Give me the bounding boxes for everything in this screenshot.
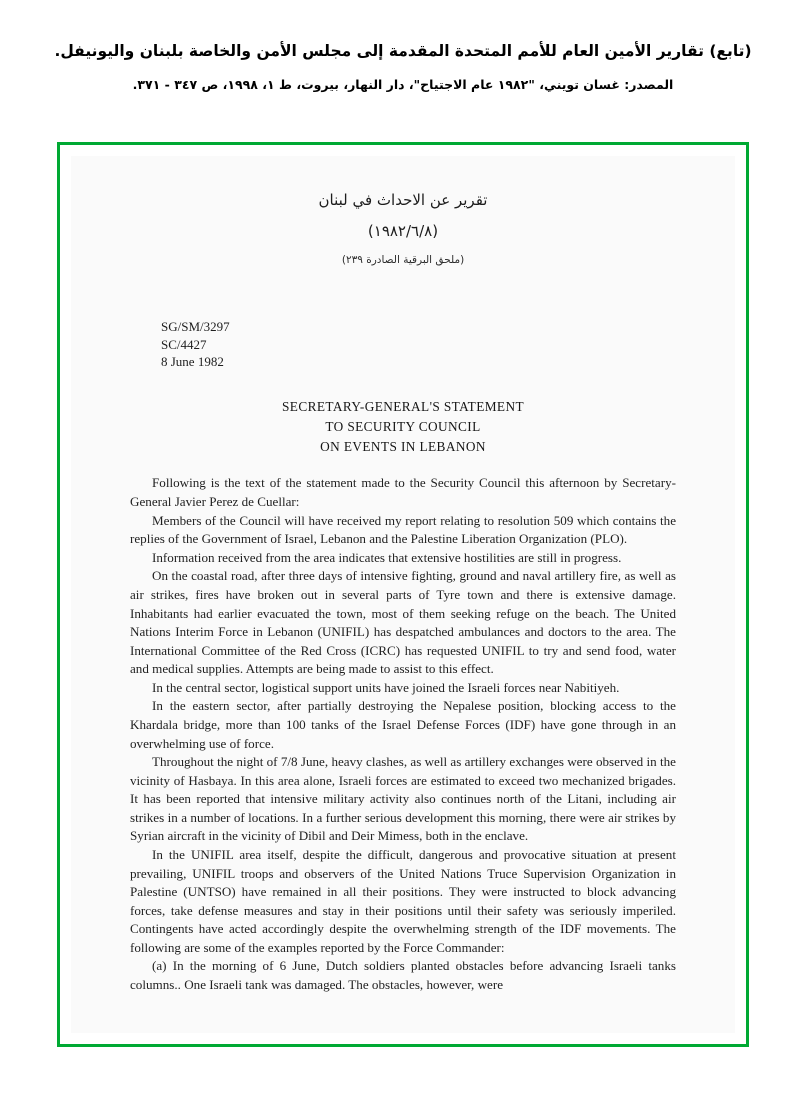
statement-title-line-3: ON EVENTS IN LEBANON [320, 438, 486, 454]
doc-ref-symbol: SG/SM/3297 [161, 319, 230, 334]
scanned-document-frame [57, 142, 749, 1047]
statement-body [130, 474, 676, 994]
paragraph: Members of the Council will have received my report relating to resolution 509 which contains the replies of the Government of Israel, Lebanon and the Palestine Liberation Organization (PLO). [130, 512, 676, 547]
paragraph: Following is the text of the statement made to the Security Council this afternoon by Secretary-General Javier Perez de Cuellar: [130, 475, 676, 510]
paragraph: Information received from the area indicates that extensive hostilities are still in progress. [152, 549, 622, 565]
doc-ref-date: 8 June 1982 [161, 354, 224, 370]
statement-title [71, 397, 735, 457]
scanned-document-content [71, 156, 735, 1033]
source-citation: المصدر: غسان تويني، "١٩٨٢ عام الاجتياح"، دار النهار، بيروت، ط ١، ١٩٩٨، ص ٣٤٧ - ٣٧١. [132, 77, 674, 93]
doc-ref-council: SC/4427 [161, 336, 207, 352]
paragraph: In the eastern sector, after partially destroying the Nepalese position, blocking access to the Khardala bridge, more than 100 tanks of the Israel Defense Forces (IDF) have gone through in an overwhelming use of force. [130, 698, 676, 751]
statement-title-line-2: TO SECURITY COUNCIL [325, 418, 481, 434]
scan-arabic-note: (ملحق البرقية الصادرة ٢٣٩) [341, 254, 465, 266]
paragraph: On the coastal road, after three days of intensive fighting, ground and naval artillery fire, as well as air strikes, fires have broken out in several parts of Tyre town and there is extensive damage. Inhabitants had earlier evacuated the town, most of them seeking refuge on the beach. The United Nations Interim Force in Lebanon (UNIFIL) has despatched ambulances and doctors to the area. The International Committee of the Red Cross (ICRC) has requested UNIFIL to try and send food, water and medical supplies. Attempts are being made to assist to this effect. [130, 568, 676, 677]
scan-arabic-date: (١٩٨٢/٦/٨) [367, 222, 439, 240]
scan-arabic-heading: تقرير عن الاحداث في لبنان [318, 191, 488, 209]
scan-arabic-heading-block [71, 156, 735, 266]
paragraph: Throughout the night of 7/8 June, heavy clashes, as well as artillery exchanges were observed in the vicinity of Hasbaya. In this area alone, Israeli forces are estimated to exceed two mechanized brigades. It has been reported that intensive military activity also continues north of the Litani, including air strikes in a number of locations. In a further serious development this morning, there were air strikes by Syrian aircraft in the vicinity of Dibil and Deir Mimess, both in the enclave. [130, 754, 676, 844]
page-header [0, 0, 806, 95]
page-title: (تابع) تقارير الأمين العام للأمم المتحدة المقدمة إلى مجلس الأمن والخاصة بلبنان واليونيفل. [54, 42, 752, 60]
paragraph: In the central sector, logistical support units have joined the Israeli forces near Nabitiyeh. [152, 679, 620, 695]
paragraph: In the UNIFIL area itself, despite the difficult, dangerous and provocative situation at present prevailing, UNIFIL troops and observers of the United Nations Truce Supervision Organization in Palestine (UNTSO) have remained in all their positions. They were instructed to block advancing forces, take defense measures and stay in their positions until their safety was seriously imperiled. Contingents have acted accordingly despite the overwhelming strength of the IDF movements. The following are some of the examples reported by the Force Commander: [130, 847, 676, 955]
paragraph: (a) In the morning of 6 June, Dutch soldiers planted obstacles before advancing Israeli tanks columns.. One Israeli tank was damaged. The obstacles, however, were [130, 958, 676, 993]
document-reference-codes [161, 318, 735, 371]
statement-title-line-1: SECRETARY-GENERAL'S STATEMENT [282, 398, 524, 414]
